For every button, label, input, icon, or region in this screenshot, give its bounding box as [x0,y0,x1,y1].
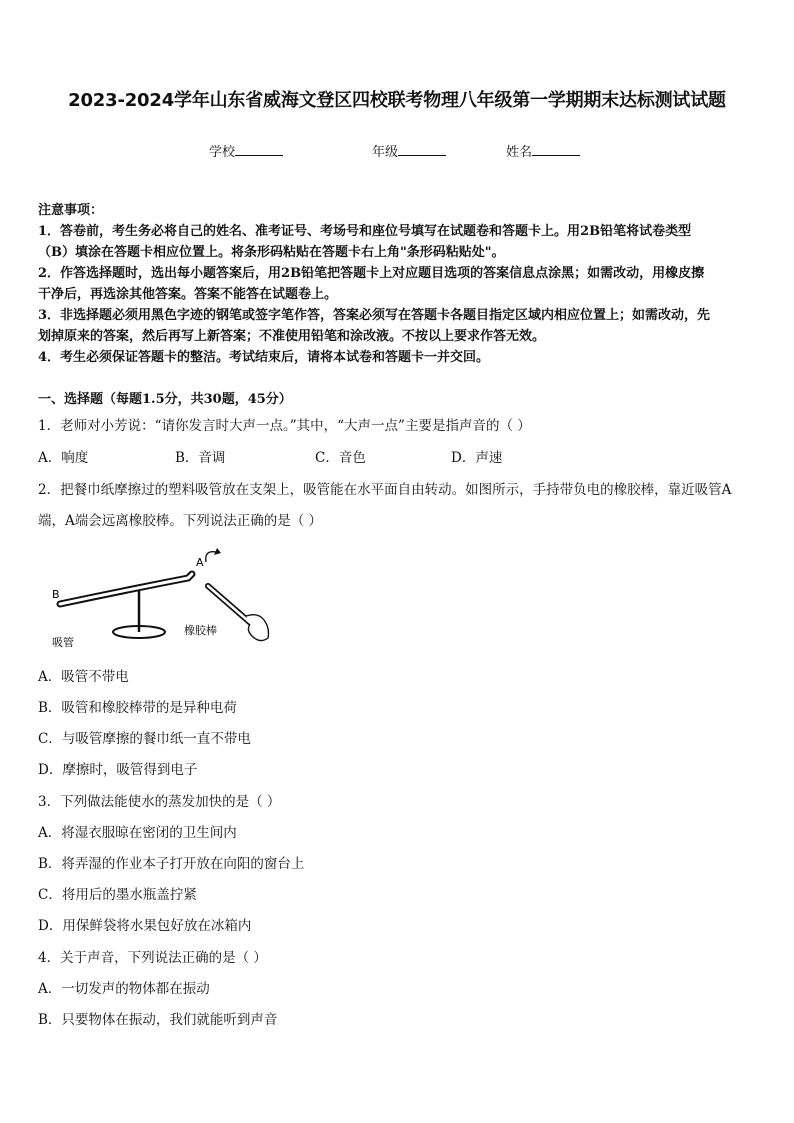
page-title: 2023-2024学年山东省威海文登区四校联考物理八年级第一学期期末达标测试试题 [68,90,726,111]
q1-option-d: D．声速 [451,450,503,466]
rotation-arrow [206,552,216,562]
question-2-stem-line2: 端，A端会远离橡胶棒。下列说法正确的是（ ） [38,513,323,529]
school-blank [235,143,283,156]
q2-option-b: B．吸管和橡胶棒带的是异种电荷 [38,700,237,716]
straw-rod-diagram [46,546,281,654]
q2-option-d: D．摩擦时，吸管得到电子 [38,762,198,778]
question-4-stem: 4．关于声音，下列说法正确的是（ ） [38,950,267,966]
q4-option-b: B．只要物体在振动，我们就能听到声音 [38,1012,278,1028]
q1-option-c: C．音色 [315,450,366,466]
straw-rod-figure [46,546,281,654]
q3-option-a: A．将湿衣服晾在密闭的卫生间内 [38,825,237,841]
rubber-rod-inner [208,586,254,626]
grade-field: 年级 [372,141,446,160]
school-field: 学校 [209,141,283,160]
name-field: 姓名 [506,141,580,160]
q4-option-a: A．一切发声的物体都在振动 [38,981,210,997]
section-heading: 一、选择题（每题1.5分，共30题，45分） [38,392,292,407]
hand-icon [246,615,269,641]
question-1-stem: 1．老师对小芳说：“请你发言时大声一点。”其中，“大声一点”主要是指声音的（ ） [38,418,531,434]
q3-option-c: C．将用后的墨水瓶盖拧紧 [38,887,197,903]
notice-line: 1．答卷前，考生务必将自己的姓名、准考证号、考场号和座位号填写在试题卷和答题卡上。用2B铅笔将试卷类型 [38,224,692,239]
q1-option-b: B．音调 [175,450,226,466]
q3-option-d: D．用保鲜袋将水果包好放在冰箱内 [38,918,252,934]
label-a: A [196,556,204,569]
q2-option-c: C．与吸管摩擦的餐巾纸一直不带电 [38,731,251,747]
label-straw: 吸管 [52,636,74,649]
name-blank [532,143,580,156]
notice-line: （B）填涂在答题卡相应位置上。将条形码粘贴在答题卡右上角"条形码粘贴处"。 [38,245,505,260]
question-3-stem: 3．下列做法能使水的蒸发加快的是（ ） [38,794,281,810]
question-2-stem-line1: 2．把餐巾纸摩擦过的塑料吸管放在支架上，吸管能在水平面自由转动。如图所示，手持带负电的橡胶棒，靠近吸管A [38,482,732,498]
notice-line: 4．考生必须保证答题卡的整洁。考试结束后，请将本试卷和答题卡一并交回。 [38,350,490,365]
notice-line: 划掉原来的答案，然后再写上新答案；不准使用铅笔和涂改液。不按以上要求作答无效。 [38,329,546,344]
grade-blank [398,143,446,156]
notice-line: 3．非选择题必须用黑色字迹的钢笔或签字笔作答，答案必须写在答题卡各题目指定区域内相应位置上；如需改动，先 [38,308,711,323]
q2-option-a: A．吸管不带电 [38,669,129,685]
q3-option-b: B．将弄湿的作业本子打开放在向阳的窗台上 [38,856,305,872]
label-b: B [52,588,60,601]
notice-heading: 注意事项： [38,203,104,218]
q1-option-a: A．响度 [38,450,89,466]
label-rod: 橡胶棒 [184,624,217,637]
notice-line: 2．作答选择题时，选出每小题答案后，用2B铅笔把答题卡上对应题目选项的答案信息点涂黑；如需改动，用橡皮擦 [38,266,705,281]
notice-line: 干净后，再选涂其他答案。答案不能答在试题卷上。 [38,287,338,302]
notice-block [38,200,760,368]
